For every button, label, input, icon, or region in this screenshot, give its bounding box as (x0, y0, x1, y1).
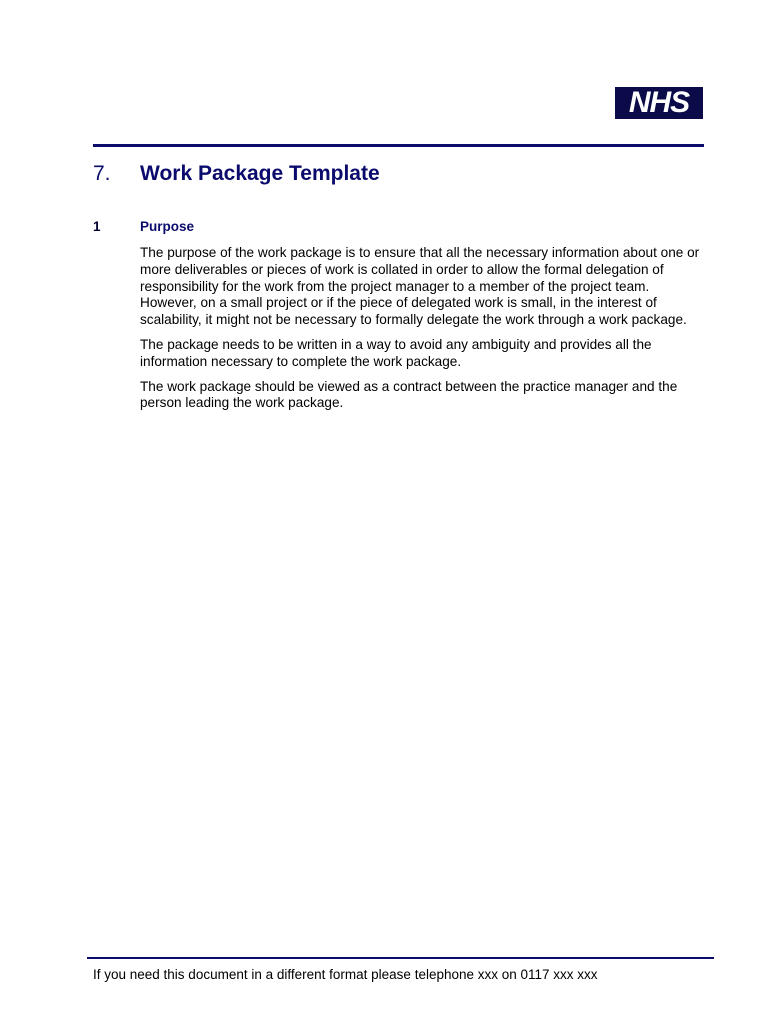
nhs-logo-text: NHS (628, 86, 690, 119)
header-divider (93, 144, 704, 147)
page-title: Work Package Template (140, 162, 380, 185)
footer-text: If you need this document in a different format please telephone xxx on 0117 xxx xxx (93, 967, 598, 982)
paragraph-purpose-intro: The purpose of the work package is to ensure that all the necessary information about one or more deliverables or pieces of work is collated in order to allow the formal delegation of responsibility for the work from the project manager to a member of the project team. However, on a small project or if the piece of delegated work is small, in the interest of scalability, it might not be necessary to formally delegate the work through a work package. (140, 245, 700, 328)
subsection-number: 1 (93, 219, 101, 234)
section-number: 7. (93, 162, 111, 185)
paragraph-contract: The work package should be viewed as a contract between the practice manager and the person leading the work package. (140, 378, 678, 411)
nhs-logo (615, 87, 703, 119)
paragraph-ambiguity: The package needs to be written in a way to avoid any ambiguity and provides all the information necessary to complete the work package. (140, 336, 652, 369)
subsection-title: Purpose (140, 219, 195, 234)
body-text (140, 245, 704, 420)
footer-divider (87, 957, 714, 959)
